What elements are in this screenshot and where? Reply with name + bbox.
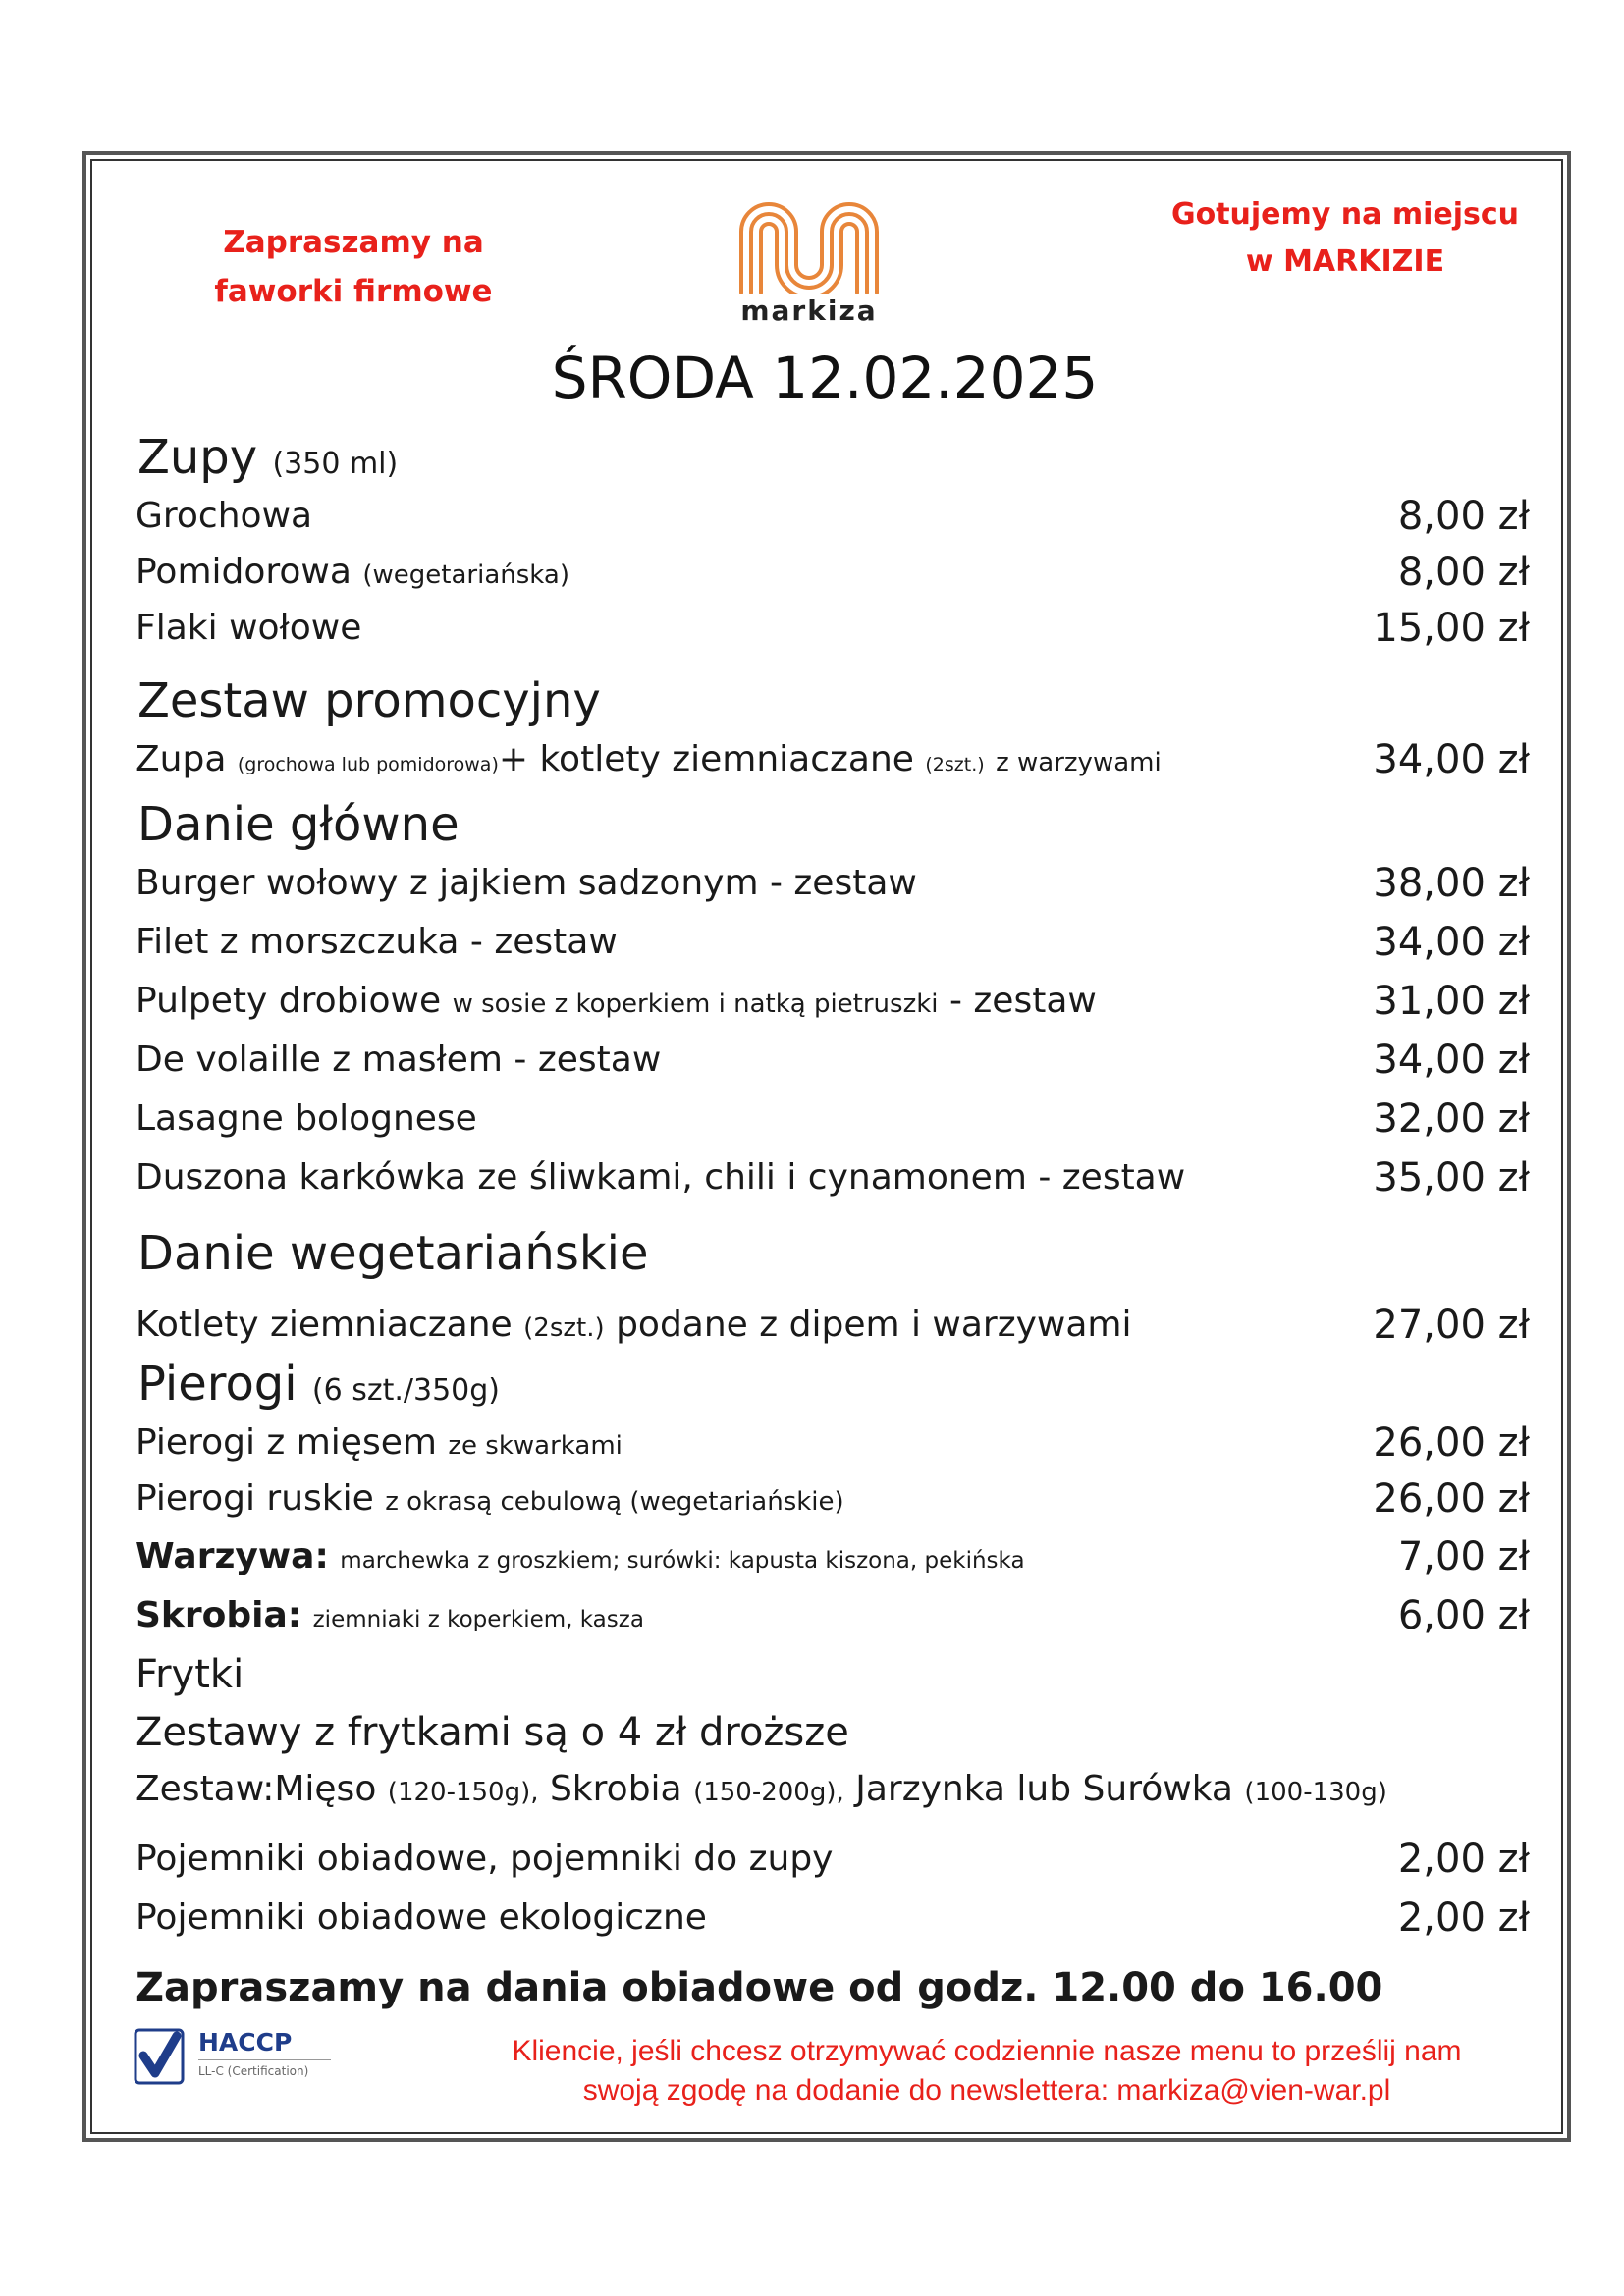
item-price: 2,00 zł: [1397, 1896, 1530, 1941]
newsletter-line1: Kliencie, jeśli chcesz otrzymywać codziennie nasze menu to prześlij nam: [512, 2035, 1462, 2067]
item-name: Duszona karkówka ze śliwkami, chili i cynamonem - zestaw: [135, 1157, 1186, 1198]
menu-item: [135, 543, 1530, 602]
promo-cooking-line1: Gotujemy na miejscu: [1170, 197, 1520, 232]
menu-item: [135, 1148, 1530, 1207]
menu-item: [135, 487, 1530, 546]
item-name: Pojemniki obiadowe ekologiczne: [135, 1897, 707, 1938]
item-name: Kotlety ziemniaczane (2szt.) podane z dipem i warzywami: [135, 1305, 1132, 1345]
item-name: Flaki wołowe: [135, 608, 362, 648]
section-mains-heading: Danie główne: [137, 797, 460, 852]
menu-item: [135, 1469, 1530, 1528]
item-name: Pierogi z mięsem ze skwarkami: [135, 1422, 623, 1463]
menu-item: [135, 854, 1530, 913]
item-name: Pomidorowa (wegetariańska): [135, 552, 569, 592]
section-title: Zupy: [137, 430, 258, 485]
menu-item: [135, 1031, 1530, 1090]
item-note: w sosie z koperkiem i natką pietruszki: [452, 989, 939, 1019]
menu-item: [135, 599, 1530, 658]
item-name: Grochowa: [135, 496, 313, 536]
opening-hours: Zapraszamy na dania obiadowe od godz. 12.00 do 16.00: [135, 1965, 1383, 2010]
section-note: (6 szt./350g): [311, 1373, 500, 1408]
page-title: ŚRODA 12.02.2025: [551, 345, 1099, 411]
item-price: 38,00 zł: [1373, 861, 1530, 906]
promo-cooking-line2: w MARKIZIE: [1245, 244, 1445, 279]
item-name: Burger wołowy z jajkiem sadzonym - zestaw: [135, 863, 917, 903]
fries-label: Frytki: [135, 1652, 244, 1697]
item-note: (grochowa lub pomidorowa): [237, 754, 499, 775]
markiza-logo: [731, 196, 888, 326]
menu-item: [135, 1296, 1530, 1355]
item-price: 26,00 zł: [1373, 1476, 1530, 1522]
promo-faworki-line2: faworki firmowe: [214, 274, 493, 309]
menu-item-starch: [135, 1586, 1530, 1645]
logo-text: markiza: [740, 294, 878, 327]
menu-item-container: [135, 1830, 1530, 1889]
item-price: 6,00 zł: [1397, 1593, 1530, 1638]
haccp-title: HACCP: [198, 2028, 293, 2056]
menu-item-vegetables: [135, 1527, 1530, 1586]
item-name: Filet z morszczuka - zestaw: [135, 922, 618, 962]
menu-item: [135, 913, 1530, 972]
promo-faworki: [196, 218, 511, 316]
item-note: (2szt.): [523, 1313, 605, 1343]
item-price: 35,00 zł: [1373, 1155, 1530, 1201]
section-soups-heading: [137, 426, 398, 496]
item-name: Pojemniki obiadowe, pojemniki do zupy: [135, 1839, 834, 1879]
item-price: 7,00 zł: [1397, 1534, 1530, 1579]
item-note: ziemniaki z koperkiem, kasza: [312, 1607, 644, 1632]
item-name: De volaille z masłem - zestaw: [135, 1040, 662, 1080]
item-name: Skrobia: ziemniaki z koperkiem, kasza: [135, 1595, 644, 1635]
newsletter-line2: swoją zgodę na dodanie do newslettera: markiza@vien-war.pl: [582, 2074, 1391, 2107]
set-composition: Zestaw:Mięso (120-150g), Skrobia (150-200g), Jarzynka lub Surówka (100-130g): [135, 1769, 1387, 1809]
haccp-subtitle: LL-C (Certification): [198, 2064, 309, 2078]
fries-note: Zestawy z frytkami są o 4 zł droższe: [135, 1710, 849, 1755]
item-price: 31,00 zł: [1373, 979, 1530, 1024]
item-price: 2,00 zł: [1397, 1837, 1530, 1882]
item-price: 27,00 zł: [1373, 1303, 1530, 1348]
item-note: marchewka z groszkiem; surówki: kapusta kiszona, pekińska: [340, 1548, 1025, 1574]
section-title: Pierogi: [137, 1357, 298, 1412]
item-note: z okrasą cebulową (wegetariańskie): [385, 1487, 844, 1517]
menu-item: [135, 730, 1530, 789]
item-name: Warzywa: marchewka z groszkiem; surówki: kapusta kiszona, pekińska: [135, 1536, 1025, 1576]
item-price: 15,00 zł: [1373, 606, 1530, 651]
item-price: 34,00 zł: [1373, 920, 1530, 965]
menu-item: [135, 972, 1530, 1031]
item-note: (2szt.): [925, 754, 985, 775]
menu-item: [135, 1414, 1530, 1472]
promo-faworki-line1: Zapraszamy na: [223, 225, 484, 260]
item-price: 26,00 zł: [1373, 1420, 1530, 1466]
item-name: Lasagne bolognese: [135, 1098, 477, 1139]
item-note: ze skwarkami: [448, 1431, 623, 1461]
item-note: (wegetariańska): [362, 561, 569, 590]
item-price: 8,00 zł: [1397, 550, 1530, 595]
promo-cooking: [1149, 191, 1542, 286]
item-name: Pierogi ruskie z okrasą cebulową (wegetariańskie): [135, 1478, 844, 1519]
haccp-badge: [134, 2028, 350, 2087]
checkmark-shield-icon: [134, 2028, 185, 2085]
item-price: 8,00 zł: [1397, 494, 1530, 539]
newsletter-note: [442, 2032, 1532, 2110]
markiza-logo-icon: [735, 196, 883, 294]
item-name: Pulpety drobiowe w sosie z koperkiem i natką pietruszki - zestaw: [135, 981, 1097, 1021]
haccp-divider: [198, 2059, 331, 2060]
section-pierogi-heading: [137, 1353, 500, 1422]
section-note: (350 ml): [272, 447, 399, 481]
section-vegetarian-heading: Danie wegetariańskie: [137, 1226, 649, 1281]
item-name: Zupa (grochowa lub pomidorowa)+ kotlety ziemniaczane (2szt.) z warzywami: [135, 739, 1162, 779]
section-promo-heading: Zestaw promocyjny: [137, 673, 601, 728]
menu-item-container: [135, 1889, 1530, 1948]
item-price: 34,00 zł: [1373, 1038, 1530, 1083]
item-price: 32,00 zł: [1373, 1096, 1530, 1142]
item-price: 34,00 zł: [1373, 737, 1530, 782]
menu-item: [135, 1090, 1530, 1148]
